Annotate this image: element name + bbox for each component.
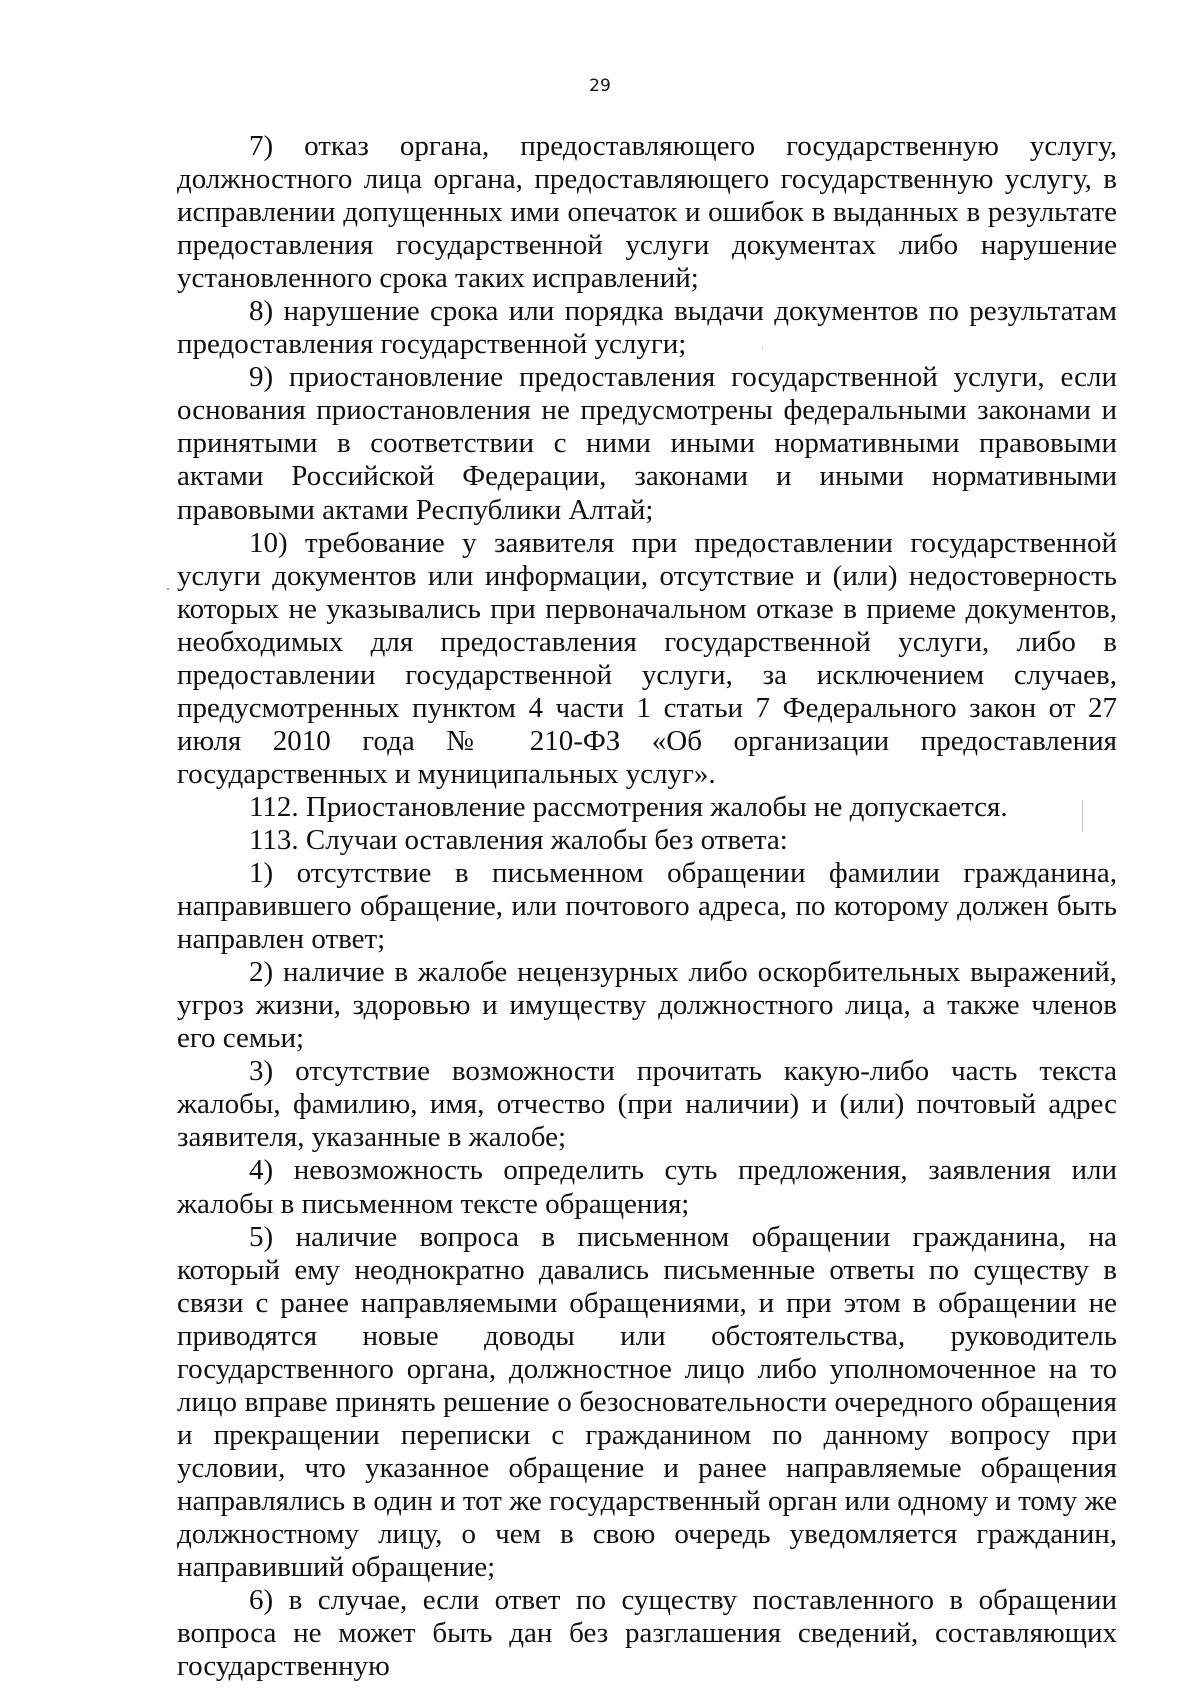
paragraph-112: 112. Приостановление рассмотрения жалобы не допускается. xyxy=(249,790,1008,823)
page-number: 29 xyxy=(589,76,611,96)
paragraph-item-8: 8) нарушение срока или порядка выдачи документов по результатам предоставления государственной услуги; xyxy=(177,295,1117,361)
paragraph-113-item-5: 5) наличие вопроса в письменном обращении гражданина, на который ему неоднократно давались письменные ответы по существу в связи с ранее направляемыми обращениями, и при этом в обращении не приводятся новые доводы или обстоятельства, руководитель государственного органа, должностное лицо либо уполномоченное на то лицо вправе принять решение о безосновательности очередного обращения и прекращении переписки с гражданином по данному вопросу при условии, что указанное обращение и ранее направляемые обращения направлялись в один и тот же государственный орган или одному и тому же должностному лицу, о чем в свою очередь уведомляется гражданин, направивший обращение; xyxy=(177,1220,1117,1584)
document-body xyxy=(177,130,1117,1683)
paragraph-113-item-6: 6) в случае, если ответ по существу поставленного в обращении вопроса не может быть дан без разглашения сведений, составляющих государственную xyxy=(177,1584,1117,1683)
paragraph-item-7: 7) отказ органа, предоставляющего государственную услугу, должностного лица органа, предоставляющего государственную услугу, в исправлении допущенных ими опечаток и ошибок в выданных в результате предоставления государственной услуги документах либо нарушение установленного срока таких исправлений; xyxy=(177,130,1117,295)
scan-speck xyxy=(167,588,169,590)
paragraph-113-item-4: 4) невозможность определить суть предложения, заявления или жалобы в письменном тексте обращения; xyxy=(177,1154,1117,1220)
paragraph-113-item-1: 1) отсутствие в письменном обращении фамилии гражданина, направившего обращение, или почтового адреса, по которому должен быть направлен ответ; xyxy=(177,857,1117,956)
paragraph-item-10: 10) требование у заявителя при предоставлении государственной услуги документов или информации, отсутствие и (или) недостоверность которых не указывались при первоначальном отказе в приеме документов, необходимых для предоставления государственной услуги, либо в предоставлении государственной услуги, за исключением случаев, предусмотренных пунктом 4 части 1 статьи 7 Федерального закон от 27 июля 2010 года № 210-ФЗ «Об организации предоставления государственных и муниципальных услуг». xyxy=(177,526,1117,790)
scan-line xyxy=(1082,800,1083,832)
paragraph-item-9: 9) приостановление предоставления государственной услуги, если основания приостановления не предусмотрены федеральными законами и принятыми в соответствии с ними иными нормативными правовыми актами Российской Федерации, законами и иными нормативными правовыми актами Республики Алтай; xyxy=(177,361,1117,526)
paragraph-113: 113. Случаи оставления жалобы без ответа: xyxy=(249,823,788,856)
paragraph-113-item-2: 2) наличие в жалобе нецензурных либо оскорбительных выражений, угроз жизни, здоровью и имуществу должностного лица, а также членов его семьи; xyxy=(177,956,1117,1055)
scan-speck xyxy=(762,346,763,349)
paragraph-113-item-3: 3) отсутствие возможности прочитать какую-либо часть текста жалобы, фамилию, имя, отчество (при наличии) и (или) почтовый адрес заявителя, указанные в жалобе; xyxy=(177,1055,1117,1154)
